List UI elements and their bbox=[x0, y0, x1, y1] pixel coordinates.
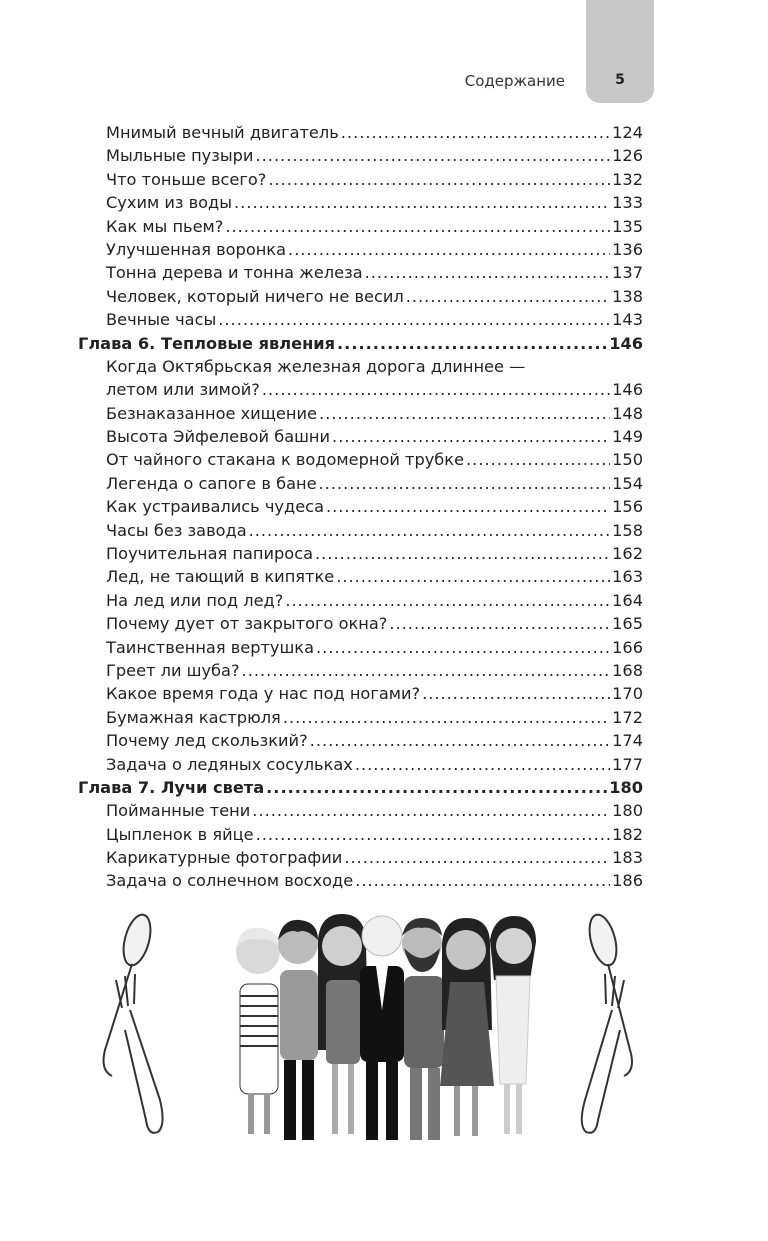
toc-page-number: 172 bbox=[612, 707, 643, 727]
toc-title: Как устраивались чудеса bbox=[106, 497, 324, 517]
spoon-fork-icon bbox=[582, 912, 632, 1133]
toc-leader bbox=[422, 682, 610, 705]
toc-leader bbox=[249, 519, 610, 542]
toc-leader bbox=[355, 869, 610, 892]
toc-title: Безнаказанное хищение bbox=[106, 403, 317, 423]
toc-title: Поучительная папироса bbox=[106, 544, 314, 564]
toc-title: Улучшенная воронка bbox=[106, 239, 286, 259]
toc-page-number: 136 bbox=[612, 239, 643, 259]
toc-page-number: 158 bbox=[612, 520, 643, 540]
running-head: Содержание bbox=[464, 72, 565, 90]
toc-leader bbox=[315, 542, 610, 565]
toc-leader bbox=[283, 706, 610, 729]
toc-leader bbox=[319, 402, 610, 425]
toc-page-number: 177 bbox=[612, 754, 643, 774]
toc-page-number: 163 bbox=[612, 567, 643, 587]
toc-entry bbox=[78, 589, 643, 612]
toc-entry bbox=[78, 168, 643, 191]
toc-entry bbox=[78, 191, 643, 214]
toc-entry bbox=[78, 238, 643, 261]
toc-leader bbox=[288, 238, 610, 261]
toc-leader bbox=[355, 753, 610, 776]
toc-entry bbox=[78, 144, 643, 167]
toc-title: Глава 6. Тепловые явления bbox=[78, 333, 336, 353]
toc-entry bbox=[78, 121, 643, 144]
toc-page-number: 124 bbox=[612, 122, 643, 142]
toc-title: Задача о солнечном восходе bbox=[106, 871, 354, 891]
toc-title: Вечные часы bbox=[106, 310, 217, 330]
toc-title: От чайного стакана к водомерной трубке bbox=[106, 450, 465, 470]
toc-page-number: 133 bbox=[612, 193, 643, 213]
toc-entry bbox=[78, 402, 643, 425]
toc-entry bbox=[78, 565, 643, 588]
toc-page-number: 180 bbox=[609, 777, 643, 797]
toc-leader bbox=[319, 472, 611, 495]
toc-leader bbox=[365, 261, 610, 284]
toc-entry bbox=[78, 355, 643, 378]
toc-title: Бумажная кастрюля bbox=[106, 707, 281, 727]
toc-title: Высота Эйфелевой башни bbox=[106, 427, 331, 447]
toc-leader bbox=[466, 448, 610, 471]
toc-leader bbox=[341, 121, 610, 144]
toc-title: Цыпленок в яйце bbox=[106, 824, 254, 844]
toc-entry bbox=[78, 378, 643, 401]
toc-title: Какое время года у нас под ногами? bbox=[106, 684, 421, 704]
toc-title: Сухим из воды bbox=[106, 193, 233, 213]
toc-title: Греет ли шуба? bbox=[106, 660, 240, 680]
toc-entry bbox=[78, 542, 643, 565]
table-of-contents bbox=[78, 121, 643, 893]
toc-entry bbox=[78, 636, 643, 659]
toc-entry bbox=[78, 799, 643, 822]
toc-page-number: 135 bbox=[612, 216, 643, 236]
toc-title: Тонна дерева и тонна железа bbox=[106, 263, 363, 283]
toc-page-number: 186 bbox=[612, 871, 643, 891]
toc-leader bbox=[255, 144, 610, 167]
toc-entry bbox=[78, 495, 643, 518]
toc-title: На лед или под лед? bbox=[106, 590, 284, 610]
toc-page-number: 180 bbox=[612, 801, 643, 821]
toc-page-number: 143 bbox=[612, 310, 643, 330]
toc-leader bbox=[316, 636, 610, 659]
toc-entry bbox=[78, 308, 643, 331]
toc-leader bbox=[252, 799, 610, 822]
toc-leader bbox=[242, 659, 611, 682]
toc-page-number: 132 bbox=[612, 169, 643, 189]
spoon-fork-icon bbox=[104, 912, 163, 1133]
toc-leader bbox=[225, 215, 610, 238]
toc-leader bbox=[266, 776, 607, 799]
toc-entry bbox=[78, 729, 643, 752]
toc-title: Легенда о сапоге в бане bbox=[106, 473, 317, 493]
toc-title: Часы без завода bbox=[106, 520, 247, 540]
toc-title: Лед, не тающий в кипятке bbox=[106, 567, 335, 587]
toc-page-number: 165 bbox=[612, 614, 643, 634]
toc-leader bbox=[389, 612, 610, 635]
toc-entry bbox=[78, 425, 643, 448]
toc-leader bbox=[336, 565, 610, 588]
toc-leader bbox=[285, 589, 610, 612]
toc-entry bbox=[78, 285, 643, 308]
toc-entry bbox=[78, 682, 643, 705]
toc-entry bbox=[78, 519, 643, 542]
toc-page-number: 164 bbox=[612, 590, 643, 610]
toc-title: Мнимый вечный двигатель bbox=[106, 122, 339, 142]
toc-entry bbox=[78, 612, 643, 635]
toc-page-number: 168 bbox=[612, 660, 643, 680]
toc-page-number: 174 bbox=[612, 731, 643, 751]
toc-page-number: 166 bbox=[612, 637, 643, 657]
toc-leader bbox=[268, 168, 610, 191]
page-number: 5 bbox=[615, 72, 625, 88]
toc-title: Задача о ледяных сосульках bbox=[106, 754, 353, 774]
toc-page-number: 162 bbox=[612, 544, 643, 564]
toc-page-number: 182 bbox=[612, 824, 643, 844]
toc-title: Что тоньше всего? bbox=[106, 169, 267, 189]
toc-entry bbox=[78, 870, 643, 893]
toc-entry bbox=[78, 659, 643, 682]
toc-entry bbox=[78, 706, 643, 729]
toc-entry bbox=[78, 215, 643, 238]
toc-title: летом или зимой? bbox=[106, 380, 260, 400]
toc-page-number: 146 bbox=[612, 380, 643, 400]
toc-title: Как мы пьем? bbox=[106, 216, 224, 236]
toc-title: Глава 7. Лучи света bbox=[78, 777, 265, 797]
toc-leader bbox=[406, 285, 610, 308]
toc-page-number: 183 bbox=[612, 848, 643, 868]
people-group-icon bbox=[236, 914, 536, 1140]
toc-leader bbox=[234, 191, 610, 214]
toc-page-number: 138 bbox=[612, 286, 643, 306]
toc-leader bbox=[256, 823, 611, 846]
toc-entry bbox=[78, 823, 643, 846]
toc-title: Мыльные пузыри bbox=[106, 146, 254, 166]
illustration bbox=[0, 900, 768, 1160]
toc-entry bbox=[78, 472, 643, 495]
toc-leader bbox=[344, 846, 610, 869]
toc-page-number: 137 bbox=[612, 263, 643, 283]
toc-page-number: 154 bbox=[612, 473, 643, 493]
toc-page-number: 156 bbox=[612, 497, 643, 517]
toc-leader bbox=[310, 729, 610, 752]
toc-title: Карикатурные фотографии bbox=[106, 848, 343, 868]
toc-chapter bbox=[78, 332, 643, 355]
toc-title: Пойманные тени bbox=[106, 801, 251, 821]
toc-chapter bbox=[78, 776, 643, 799]
toc-leader bbox=[332, 425, 610, 448]
toc-page-number: 149 bbox=[612, 427, 643, 447]
toc-page-number: 126 bbox=[612, 146, 643, 166]
toc-entry bbox=[78, 448, 643, 471]
toc-page-number: 146 bbox=[609, 333, 643, 353]
toc-title: Человек, который ничего не весил bbox=[106, 286, 404, 306]
toc-title: Таинственная вертушка bbox=[106, 637, 315, 657]
toc-page-number: 148 bbox=[612, 403, 643, 423]
toc-title: Почему лед скользкий? bbox=[106, 731, 308, 751]
toc-leader bbox=[337, 332, 607, 355]
toc-title: Почему дует от закрытого окна? bbox=[106, 614, 388, 634]
toc-leader bbox=[326, 495, 610, 518]
toc-page-number: 170 bbox=[612, 684, 643, 704]
toc-leader bbox=[218, 308, 610, 331]
toc-leader bbox=[262, 378, 610, 401]
toc-entry bbox=[78, 846, 643, 869]
toc-entry bbox=[78, 753, 643, 776]
toc-title: Когда Октябрьская железная дорога длиннее — bbox=[106, 356, 526, 376]
toc-entry bbox=[78, 261, 643, 284]
toc-page-number: 150 bbox=[612, 450, 643, 470]
